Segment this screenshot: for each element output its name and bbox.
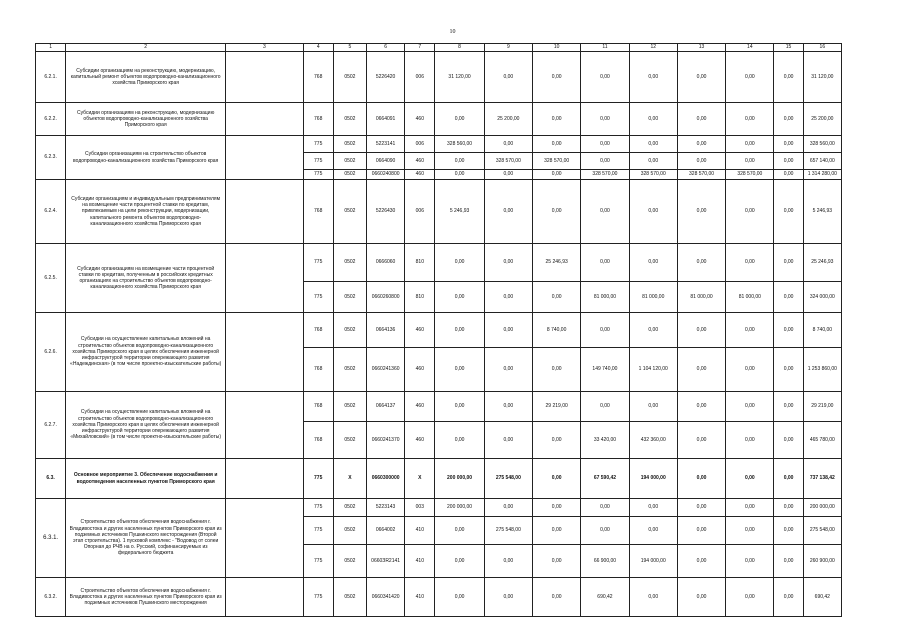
- value-cell: 5 246,93: [435, 180, 484, 244]
- executor-cell: [226, 244, 303, 313]
- value-cell: 200 000,00: [435, 499, 484, 517]
- value-cell: 0,00: [726, 244, 774, 282]
- value-cell: 0502: [333, 180, 366, 244]
- executor-cell: [226, 392, 303, 459]
- item-code-cell: 6.2.4.: [36, 180, 66, 244]
- value-cell: 0,00: [774, 392, 803, 422]
- value-cell: 0,00: [484, 578, 532, 617]
- value-cell: 328 560,00: [435, 136, 484, 153]
- value-cell: 328 570,00: [533, 153, 581, 170]
- value-cell: 0,00: [533, 282, 581, 313]
- value-cell: 0,00: [533, 422, 581, 459]
- value-cell: 0,00: [435, 313, 484, 348]
- value-cell: 0,00: [533, 136, 581, 153]
- value-cell: 0,00: [484, 499, 532, 517]
- value-cell: 29 219,00: [803, 392, 841, 422]
- value-cell: 0664136: [367, 313, 405, 348]
- value-cell: 810: [405, 244, 435, 282]
- value-cell: 0,00: [629, 103, 677, 136]
- item-code-cell: 6.3.1.: [36, 499, 66, 578]
- value-cell: 25 246,93: [533, 244, 581, 282]
- value-cell: 410: [405, 545, 435, 578]
- value-cell: 657 140,00: [803, 153, 841, 170]
- value-cell: 328 570,00: [484, 153, 532, 170]
- value-cell: 194 000,00: [629, 459, 677, 499]
- value-cell: 0660ЗR2141: [367, 545, 405, 578]
- value-cell: 0,00: [774, 348, 803, 392]
- value-cell: 0,00: [677, 52, 725, 103]
- column-number-header: 3: [226, 44, 303, 52]
- column-number-header: 13: [677, 44, 725, 52]
- value-cell: 0,00: [581, 517, 629, 545]
- value-cell: 768: [303, 103, 333, 136]
- value-cell: 0,00: [629, 313, 677, 348]
- column-number-header: 2: [66, 44, 226, 52]
- value-cell: 768: [303, 422, 333, 459]
- value-cell: 0,00: [774, 244, 803, 282]
- value-cell: 0,00: [726, 545, 774, 578]
- value-cell: 0,00: [484, 170, 532, 180]
- column-number-header: 16: [803, 44, 841, 52]
- executor-cell: [226, 499, 303, 578]
- value-cell: 275 548,00: [484, 459, 532, 499]
- value-cell: 0502: [333, 136, 366, 153]
- value-cell: 0,00: [726, 517, 774, 545]
- item-description-cell: Субсидии организациям на возмещение части процентной ставки по кредитам, полученным в российских кредитных организациях на строительство объектов водопроводно-канализационного хозяйства Приморского края: [66, 244, 226, 313]
- value-cell: 200 000,00: [435, 459, 484, 499]
- value-cell: 0,00: [629, 180, 677, 244]
- column-number-header: 15: [774, 44, 803, 52]
- value-cell: 0502: [333, 517, 366, 545]
- executor-cell: [226, 52, 303, 103]
- value-cell: 0,00: [435, 517, 484, 545]
- value-cell: 460: [405, 103, 435, 136]
- value-cell: 0,00: [629, 153, 677, 170]
- executor-cell: [226, 459, 303, 499]
- value-cell: 260 900,00: [803, 545, 841, 578]
- value-cell: 0660241360: [367, 348, 405, 392]
- value-cell: 0,00: [581, 499, 629, 517]
- value-cell: 0664090: [367, 153, 405, 170]
- value-cell: 328 570,00: [581, 170, 629, 180]
- value-cell: 775: [303, 578, 333, 617]
- value-cell: 8 740,00: [533, 313, 581, 348]
- value-cell: 0,00: [726, 180, 774, 244]
- column-number-header: 10: [533, 44, 581, 52]
- value-cell: 5226420: [367, 52, 405, 103]
- column-number-header: 6: [367, 44, 405, 52]
- value-cell: 0,00: [629, 52, 677, 103]
- value-cell: 81 000,00: [629, 282, 677, 313]
- value-cell: 0,00: [435, 545, 484, 578]
- item-description-cell: Строительство объектов обеспечения водоснабжения г. Владивостока и других населенных пунктов Приморского края из подземных источников Пушкинского месторождения: [66, 578, 226, 617]
- value-cell: 5223141: [367, 136, 405, 153]
- value-cell: 768: [303, 392, 333, 422]
- value-cell: 0,00: [629, 499, 677, 517]
- value-cell: 0,00: [774, 422, 803, 459]
- value-cell: 0,00: [484, 282, 532, 313]
- value-cell: 0,00: [629, 517, 677, 545]
- item-code-cell: 6.3.: [36, 459, 66, 499]
- value-cell: 0,00: [484, 348, 532, 392]
- value-cell: 0664002: [367, 517, 405, 545]
- value-cell: 0,00: [677, 136, 725, 153]
- value-cell: 0,00: [774, 52, 803, 103]
- item-description-cell: Субсидии организациям на реконструкцию, модернизацию, капитальный ремонт объектов водопроводно-канализационного хозяйства Приморского края: [66, 52, 226, 103]
- value-cell: 0,00: [726, 52, 774, 103]
- value-cell: 0660341420: [367, 578, 405, 617]
- value-cell: 1 104 120,00: [629, 348, 677, 392]
- value-cell: 460: [405, 313, 435, 348]
- item-description-cell: Субсидии организациям на строительство объектов водопроводно-канализационного хозяйства Приморского края: [66, 136, 226, 180]
- column-number-header: 7: [405, 44, 435, 52]
- item-description-cell: Субсидии на осуществление капитальных вложений на строительство объектов водопроводно-канализационного хозяйства Приморского края в целях обеспечения инженерной инфраструктурой территории опережающего развития «Михайловский» (в том числе проектно-изыскательские работы): [66, 392, 226, 459]
- table-row: [36, 52, 842, 103]
- value-cell: 0,00: [581, 313, 629, 348]
- value-cell: 460: [405, 153, 435, 170]
- value-cell: 0,00: [774, 282, 803, 313]
- value-cell: 0,00: [484, 180, 532, 244]
- value-cell: 0,00: [581, 136, 629, 153]
- value-cell: 149 740,00: [581, 348, 629, 392]
- value-cell: 1 314 280,00: [803, 170, 841, 180]
- value-cell: 5 246,93: [803, 180, 841, 244]
- column-number-header: 1: [36, 44, 66, 52]
- value-cell: 0,00: [726, 153, 774, 170]
- value-cell: 0502: [333, 499, 366, 517]
- value-cell: 006: [405, 180, 435, 244]
- value-cell: 200 000,00: [803, 499, 841, 517]
- value-cell: 0,00: [533, 170, 581, 180]
- value-cell: 0502: [333, 170, 366, 180]
- value-cell: 432 360,00: [629, 422, 677, 459]
- value-cell: 775: [303, 517, 333, 545]
- value-cell: 0,00: [677, 313, 725, 348]
- column-number-header: 11: [581, 44, 629, 52]
- table-row: [36, 136, 842, 153]
- table-row: [36, 499, 842, 517]
- value-cell: 0,00: [677, 180, 725, 244]
- value-cell: 775: [303, 459, 333, 499]
- value-cell: 0,00: [726, 499, 774, 517]
- column-number-header: 9: [484, 44, 532, 52]
- value-cell: 0660300000: [367, 459, 405, 499]
- value-cell: 0,00: [484, 392, 532, 422]
- item-code-cell: 6.2.7.: [36, 392, 66, 459]
- value-cell: 0,00: [677, 392, 725, 422]
- value-cell: 324 000,00: [803, 282, 841, 313]
- value-cell: 460: [405, 392, 435, 422]
- executor-cell: [226, 103, 303, 136]
- value-cell: 0660240800: [367, 170, 405, 180]
- item-code-cell: 6.2.1.: [36, 52, 66, 103]
- value-cell: 0,00: [581, 103, 629, 136]
- value-cell: 0,00: [677, 517, 725, 545]
- value-cell: 006: [405, 136, 435, 153]
- value-cell: 0,00: [726, 578, 774, 617]
- value-cell: 0660260800: [367, 282, 405, 313]
- value-cell: 0,00: [581, 180, 629, 244]
- value-cell: 0,00: [726, 136, 774, 153]
- value-cell: 25 200,00: [484, 103, 532, 136]
- value-cell: 460: [405, 170, 435, 180]
- column-number-header: 5: [333, 44, 366, 52]
- column-number-header: 8: [435, 44, 484, 52]
- value-cell: 768: [303, 313, 333, 348]
- value-cell: 0,00: [774, 578, 803, 617]
- value-cell: 0,00: [677, 422, 725, 459]
- value-cell: 0,00: [774, 499, 803, 517]
- column-number-header: 4: [303, 44, 333, 52]
- value-cell: 410: [405, 517, 435, 545]
- item-code-cell: 6.3.2.: [36, 578, 66, 617]
- value-cell: 328 560,00: [803, 136, 841, 153]
- value-cell: X: [333, 459, 366, 499]
- value-cell: 0,00: [677, 459, 725, 499]
- value-cell: 0,00: [774, 517, 803, 545]
- value-cell: 0,00: [435, 244, 484, 282]
- value-cell: 0,00: [533, 103, 581, 136]
- value-cell: 0,00: [484, 136, 532, 153]
- value-cell: 775: [303, 170, 333, 180]
- table-row: [36, 578, 842, 617]
- value-cell: 81 000,00: [726, 282, 774, 313]
- value-cell: 768: [303, 180, 333, 244]
- value-cell: 0,00: [435, 392, 484, 422]
- value-cell: 775: [303, 282, 333, 313]
- value-cell: 0,00: [581, 244, 629, 282]
- value-cell: 0,00: [533, 545, 581, 578]
- table-row: [36, 180, 842, 244]
- value-cell: 0,00: [533, 517, 581, 545]
- value-cell: 0502: [333, 422, 366, 459]
- value-cell: X: [405, 459, 435, 499]
- value-cell: 0,00: [533, 348, 581, 392]
- value-cell: 0,00: [629, 244, 677, 282]
- table-row: [36, 103, 842, 136]
- value-cell: 1 253 860,00: [803, 348, 841, 392]
- value-cell: 0,00: [677, 103, 725, 136]
- value-cell: 0,00: [677, 348, 725, 392]
- value-cell: 0,00: [581, 392, 629, 422]
- value-cell: 0,00: [533, 180, 581, 244]
- value-cell: 775: [303, 499, 333, 517]
- value-cell: 275 548,00: [803, 517, 841, 545]
- value-cell: 0502: [333, 282, 366, 313]
- value-cell: 67 590,42: [581, 459, 629, 499]
- value-cell: 0,00: [774, 153, 803, 170]
- value-cell: 328 570,00: [629, 170, 677, 180]
- value-cell: 0,00: [581, 153, 629, 170]
- value-cell: 0502: [333, 348, 366, 392]
- page-number: 10: [449, 29, 456, 35]
- item-code-cell: 6.2.2.: [36, 103, 66, 136]
- value-cell: 0502: [333, 578, 366, 617]
- value-cell: 0,00: [726, 313, 774, 348]
- value-cell: 0,00: [774, 313, 803, 348]
- value-cell: 0664137: [367, 392, 405, 422]
- item-description-cell: Субсидии организациям на реконструкцию, модернизацию объектов водопроводно-канализационного хозяйства Приморского края: [66, 103, 226, 136]
- value-cell: 194 000,00: [629, 545, 677, 578]
- value-cell: 0,00: [435, 282, 484, 313]
- value-cell: 275 548,00: [484, 517, 532, 545]
- value-cell: 775: [303, 136, 333, 153]
- value-cell: 0,00: [774, 545, 803, 578]
- value-cell: 0,00: [677, 244, 725, 282]
- executor-cell: [226, 313, 303, 392]
- value-cell: 0,00: [629, 136, 677, 153]
- value-cell: 0,00: [774, 136, 803, 153]
- value-cell: 328 570,00: [677, 170, 725, 180]
- value-cell: 465 780,00: [803, 422, 841, 459]
- value-cell: 0,00: [533, 499, 581, 517]
- value-cell: 0,00: [677, 153, 725, 170]
- value-cell: 0,00: [677, 499, 725, 517]
- value-cell: 0,00: [484, 313, 532, 348]
- value-cell: 0502: [333, 244, 366, 282]
- value-cell: 0,00: [726, 459, 774, 499]
- value-cell: 0,00: [726, 103, 774, 136]
- value-cell: 31 120,00: [435, 52, 484, 103]
- value-cell: 0502: [333, 545, 366, 578]
- value-cell: 0,00: [726, 348, 774, 392]
- value-cell: 0660241370: [367, 422, 405, 459]
- item-description-cell: Строительство объектов обеспечения водоснабжения г. Владивостока и других населенных пунктов Приморского края из подземных источников Пушкинского месторождения (Второй этап строительства). 1 пусковой комплекс - "Водовод от солеи Опорная до РЧВ на о. Русский, софинансируемых из федерального бюджета: [66, 499, 226, 578]
- value-cell: 690,42: [581, 578, 629, 617]
- value-cell: 0,00: [435, 422, 484, 459]
- value-cell: 0,00: [533, 459, 581, 499]
- value-cell: 003: [405, 499, 435, 517]
- table-row: [36, 459, 842, 499]
- value-cell: 8 740,00: [803, 313, 841, 348]
- executor-cell: [226, 578, 303, 617]
- value-cell: 29 219,00: [533, 392, 581, 422]
- item-code-cell: 6.2.5.: [36, 244, 66, 313]
- value-cell: 0,00: [435, 348, 484, 392]
- value-cell: 0,00: [581, 52, 629, 103]
- value-cell: 006: [405, 52, 435, 103]
- value-cell: 775: [303, 153, 333, 170]
- value-cell: 768: [303, 348, 333, 392]
- value-cell: 0502: [333, 52, 366, 103]
- value-cell: 690,42: [803, 578, 841, 617]
- table-row: [36, 244, 842, 282]
- value-cell: 0,00: [435, 103, 484, 136]
- value-cell: 0,00: [677, 578, 725, 617]
- value-cell: 0,00: [484, 545, 532, 578]
- value-cell: 81 000,00: [677, 282, 725, 313]
- value-cell: 0,00: [533, 578, 581, 617]
- header-row: [36, 44, 842, 52]
- value-cell: 0,00: [435, 578, 484, 617]
- item-description-cell: Основное мероприятие 3. Обеспечение водоснабжения и водоотведения населенных пунктов Приморского края: [66, 459, 226, 499]
- value-cell: 33 420,00: [581, 422, 629, 459]
- value-cell: 810: [405, 282, 435, 313]
- table-row: [36, 392, 842, 422]
- value-cell: 0,00: [435, 153, 484, 170]
- value-cell: 0502: [333, 103, 366, 136]
- value-cell: 0,00: [774, 180, 803, 244]
- value-cell: 0,00: [484, 52, 532, 103]
- item-description-cell: Субсидии на осуществление капитальных вложений на строительство объектов водопроводно-канализационного хозяйства Приморского края в целях обеспечения инженерной инфраструктурой территории опережающего развития «Надеждинская» (в том числе проектно-изыскательские работы): [66, 313, 226, 392]
- value-cell: 0,00: [533, 52, 581, 103]
- value-cell: 0,00: [629, 578, 677, 617]
- value-cell: 460: [405, 422, 435, 459]
- value-cell: 0,00: [774, 459, 803, 499]
- value-cell: 775: [303, 545, 333, 578]
- value-cell: 25 200,00: [803, 103, 841, 136]
- value-cell: 775: [303, 244, 333, 282]
- value-cell: 737 138,42: [803, 459, 841, 499]
- column-number-header: 12: [629, 44, 677, 52]
- value-cell: 0664091: [367, 103, 405, 136]
- budget-table: [35, 43, 842, 617]
- value-cell: 66 900,00: [581, 545, 629, 578]
- value-cell: 0502: [333, 313, 366, 348]
- table-row: [36, 313, 842, 348]
- value-cell: 0502: [333, 392, 366, 422]
- value-cell: 5226430: [367, 180, 405, 244]
- value-cell: 0,00: [677, 545, 725, 578]
- value-cell: 0,00: [726, 422, 774, 459]
- value-cell: 31 120,00: [803, 52, 841, 103]
- value-cell: 0,00: [484, 422, 532, 459]
- value-cell: 768: [303, 52, 333, 103]
- value-cell: 0,00: [484, 244, 532, 282]
- value-cell: 0502: [333, 153, 366, 170]
- value-cell: 0,00: [629, 392, 677, 422]
- value-cell: 0,00: [774, 103, 803, 136]
- executor-cell: [226, 136, 303, 180]
- value-cell: 81 000,00: [581, 282, 629, 313]
- value-cell: 0666060: [367, 244, 405, 282]
- value-cell: 5223143: [367, 499, 405, 517]
- value-cell: 410: [405, 578, 435, 617]
- item-description-cell: Субсидии организациям и индивидуальным предпринимателям на возмещение части процентной ставки по кредитам, привлекаемым на цели реконструкции, модернизации, капитального ремонта объектов водопроводно-канализационного хозяйства Приморского края: [66, 180, 226, 244]
- item-code-cell: 6.2.3.: [36, 136, 66, 180]
- value-cell: 25 246,93: [803, 244, 841, 282]
- column-number-header: 14: [726, 44, 774, 52]
- item-code-cell: 6.2.6.: [36, 313, 66, 392]
- value-cell: 460: [405, 348, 435, 392]
- value-cell: 328 570,00: [726, 170, 774, 180]
- executor-cell: [226, 180, 303, 244]
- value-cell: 0,00: [435, 170, 484, 180]
- value-cell: 0,00: [726, 392, 774, 422]
- value-cell: 0,00: [774, 170, 803, 180]
